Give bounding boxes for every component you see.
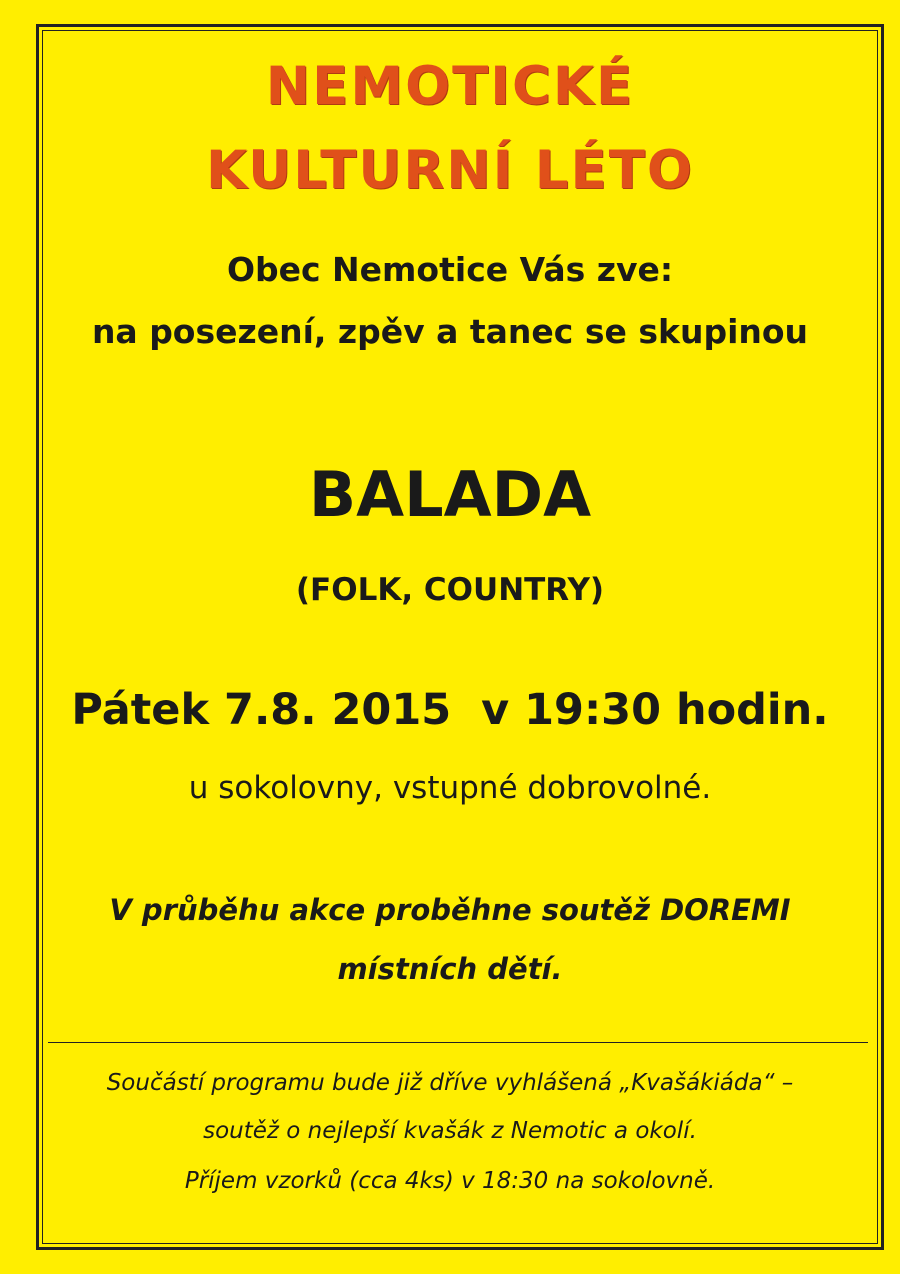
- event-date-time: Pátek 7.8. 2015 v 19:30 hodin.: [71, 685, 829, 735]
- band-genre: (FOLK, COUNTRY): [295, 572, 605, 608]
- poster-title-line2: KULTURNÍ LÉTO: [206, 140, 694, 201]
- event-place: u sokolovny, vstupné dobrovolné.: [188, 770, 712, 806]
- contest-line1: V průběhu akce proběhne soutěž DOREMI: [109, 893, 791, 927]
- section-divider: [48, 1042, 868, 1043]
- poster-title-line1: NEMOTICKÉ: [265, 56, 635, 117]
- footer-line1: Součástí programu bude již dříve vyhlášená „Kvašákiáda“ –: [106, 1070, 794, 1096]
- invitation-line2: na posezení, zpěv a tanec se skupinou: [91, 312, 809, 351]
- contest-line2: místních dětí.: [337, 952, 563, 986]
- band-name: BALADA: [308, 458, 592, 531]
- invitation-line1: Obec Nemotice Vás zve:: [226, 250, 674, 289]
- footer-line2: soutěž o nejlepší kvašák z Nemotic a okolí.: [203, 1118, 697, 1144]
- poster-border-inner: [42, 30, 878, 1244]
- footer-line3: Příjem vzorků (cca 4ks) v 18:30 na sokolovně.: [184, 1168, 716, 1194]
